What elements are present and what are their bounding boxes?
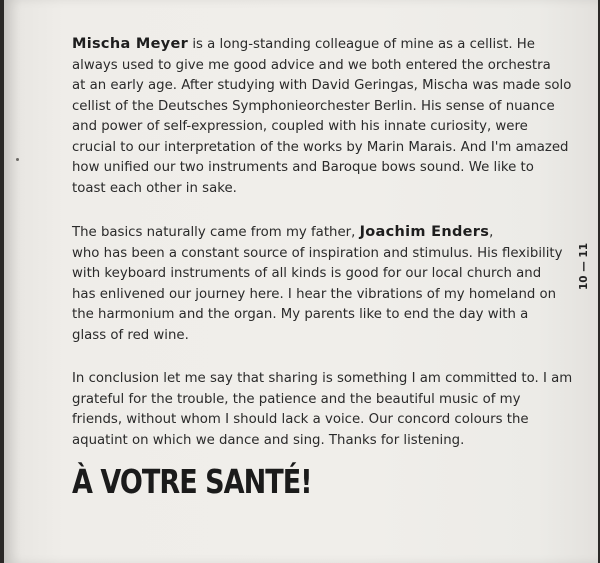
text-line: always used to give me good advice and we both entered the orchestra [72, 57, 551, 73]
text-line: cellist of the Deutsches Symphonieorchester Berlin. His sense of nuance [72, 98, 555, 114]
name-highlight: Mischa Meyer [72, 36, 189, 52]
closing-heading: À VOTRE SANTÉ! [72, 462, 312, 501]
text-line: friends, without whom I should lack a voice. Our concord colours the [72, 412, 529, 427]
text-line: who has been a constant source of inspiration and stimulus. His flexibility [72, 245, 563, 261]
text-line: Mischa Meyer is a long-standing colleague of mine as a cellist. He [72, 36, 535, 52]
page-number: 10 — 11 [578, 242, 590, 290]
text-line: toast each other in sake. [72, 180, 237, 196]
paragraph-joachim-enders [72, 222, 563, 346]
text-line: The basics naturally came from my father, Joachim Enders, [72, 224, 494, 240]
text-line: crucial to our interpretation of the works by Marin Marais. And I'm amazed [72, 139, 569, 155]
text-line: aquatint on which we dance and sing. Thanks for listening. [72, 432, 465, 448]
text-line: at an early age. After studying with David Geringas, Mischa was made solo [72, 78, 572, 93]
body-text [72, 34, 573, 474]
margin-dot [16, 158, 19, 161]
text-line: and power of self-expression, coupled with his innate curiosity, were [72, 119, 528, 134]
paragraph-conclusion [72, 369, 573, 451]
book-page [4, 0, 598, 563]
text-line: glass of red wine. [72, 327, 189, 343]
text-line: In conclusion let me say that sharing is something I am committed to. I am [72, 371, 573, 386]
text-line: with keyboard instruments of all kinds is good for our local church and [72, 266, 542, 281]
name-highlight: Joachim Enders [359, 224, 490, 240]
text-line: how unified our two instruments and Baroque bows sound. We like to [72, 160, 534, 175]
text-line: has enlivened our journey here. I hear the vibrations of my homeland on [72, 286, 557, 302]
text-line: grateful for the trouble, the patience and the beautiful music of my [72, 391, 521, 407]
text-line: the harmonium and the organ. My parents like to end the day with a [72, 307, 529, 322]
paragraph-mischa-meyer [72, 34, 572, 199]
